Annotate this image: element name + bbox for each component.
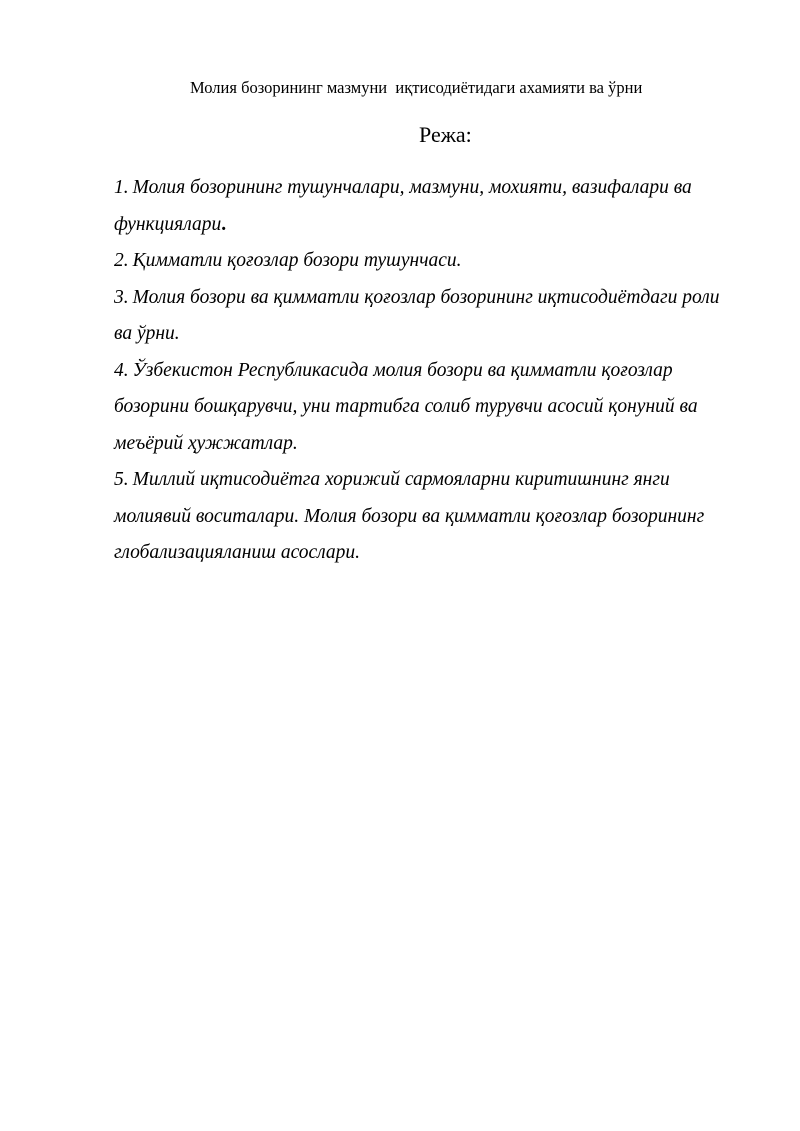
plan-item-5 (114, 462, 742, 572)
plan-item-2 (114, 243, 742, 280)
plan-item-trailing: . (221, 213, 227, 235)
plan-item-text: Молия бозори ва қимматли қоғозлар бозорининг иқтисодиётдаги роли ва ўрни. (114, 286, 720, 344)
plan-heading: Режа: (419, 122, 472, 147)
plan-item-text: Миллий иқтисодиётга хорижий сармояларни киритишнинг янги молиявий воситалари. Молия бозори ва қимматли қоғозлар бозорининг глобализацияланиш асослари. (114, 469, 705, 563)
plan-item-number: 2. (114, 250, 129, 271)
plan-item-number: 4. (114, 359, 129, 381)
document-title: Молия бозорининг мазмуни иқтисодиётидаги ахамияти ва ўрни (190, 78, 643, 97)
plan-item-text: Ўзбекистон Республикасида молия бозори ва қимматли қоғозлар бозорини бошқарувчи, уни тартибга солиб турувчи асосий қонуний ва меъёрий ҳужжатлар. (114, 359, 698, 454)
plan-item-text: Молия бозорининг тушунчалари, мазмуни, мохияти, вазифалари ва функциялари (114, 177, 692, 235)
plan-item-4 (114, 353, 742, 463)
plan-item-number: 3. (114, 286, 129, 308)
plan-item-1 (114, 170, 742, 243)
plan-item-3 (114, 280, 742, 353)
plan-item-text: Қимматли қоғозлар бозори тушунчаси. (132, 250, 462, 271)
plan-item-number: 1. (114, 177, 129, 198)
plan-item-number: 5. (114, 469, 129, 490)
plan-list (114, 170, 742, 572)
